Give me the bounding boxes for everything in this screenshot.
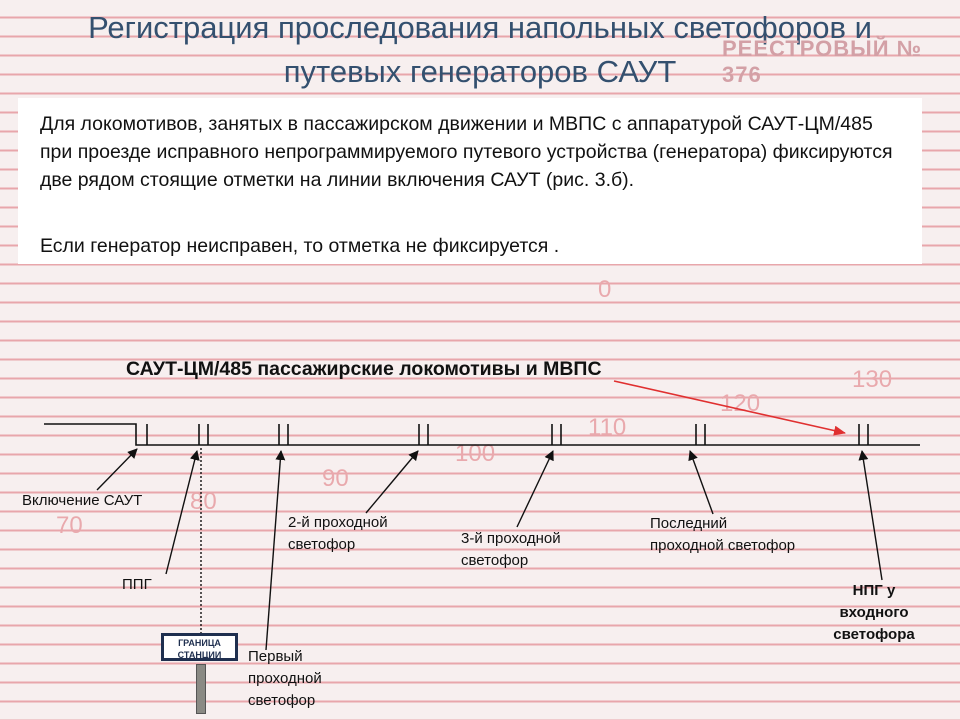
- tape-number-120: 120: [720, 390, 761, 417]
- tape-number-0: 0: [598, 276, 612, 303]
- arrow-signal-2: [366, 451, 418, 513]
- registry-mark: РЕЕСТРОВЫЙ № 376: [722, 36, 923, 87]
- label-signal-2-line-1: 2-й проходной: [288, 514, 388, 531]
- label-npg-line-1: НПГ у: [852, 582, 896, 599]
- label-last-signal-line-1: Последний: [650, 515, 728, 532]
- tape-number-80: 80: [190, 488, 217, 515]
- label-signal-3-line-2: светофор: [461, 552, 529, 569]
- label-npg-line-3: светофора: [833, 626, 915, 643]
- station-sign-post: [196, 664, 206, 714]
- generator-marks: [147, 424, 868, 445]
- arrow-saut-on: [97, 449, 137, 490]
- tape-number-70: 70: [56, 512, 83, 539]
- label-signal-3: [461, 528, 561, 572]
- label-npg: [818, 580, 930, 646]
- description-paragraph-1: Для локомотивов, занятых в пассажирском движении и МВПС с аппаратурой САУТ-ЦМ/485 при проезде исправного непрограммируемого путевого устройства (генератора) фиксируются две рядом стоящие отметки на линии включения САУТ (рис. 3.б).: [40, 113, 893, 191]
- label-signal-2-line-2: светофор: [288, 536, 356, 553]
- label-signal-1-line-2: проходной: [248, 670, 322, 687]
- diagram-title: САУТ-ЦМ/485 пассажирские локомотивы и МВПС: [126, 358, 602, 380]
- tape-number-90: 90: [322, 465, 349, 492]
- tape-number-130: 130: [852, 366, 893, 393]
- arrow-last-signal: [690, 451, 713, 514]
- label-npg-line-2: входного: [839, 604, 909, 621]
- label-signal-1: [248, 646, 322, 712]
- label-signal-3-line-1: 3-й проходной: [461, 530, 561, 547]
- arrow-npg: [862, 451, 882, 580]
- tape-number-100: 100: [455, 440, 496, 467]
- label-signal-1-line-3: светофор: [248, 692, 316, 709]
- label-signal-2: [288, 512, 388, 556]
- red-arrow-npg: [614, 381, 845, 433]
- description-paragraph-2: Если генератор неисправен, то отметка не фиксируется .: [40, 235, 560, 257]
- arrow-ppg: [166, 451, 197, 574]
- label-saut-on: Включение САУТ: [22, 492, 143, 509]
- station-border-sign: [161, 633, 238, 661]
- station-border-line-2: СТАНЦИИ: [177, 650, 222, 660]
- arrow-signal-1: [266, 451, 281, 650]
- saut-line: [44, 424, 920, 445]
- label-signal-1-line-1: Первый: [248, 648, 303, 665]
- arrow-signal-3: [517, 451, 553, 527]
- title-line-2: путевых генераторов САУТ: [283, 54, 677, 89]
- label-last-signal: [650, 513, 795, 557]
- label-ppg: ППГ: [122, 576, 152, 593]
- station-border-line-1: ГРАНИЦА: [178, 638, 221, 648]
- label-last-signal-line-2: проходной светофор: [650, 537, 796, 554]
- tape-number-110: 110: [588, 414, 627, 441]
- title-line-1: Регистрация проследования напольных светофоров и: [88, 10, 872, 45]
